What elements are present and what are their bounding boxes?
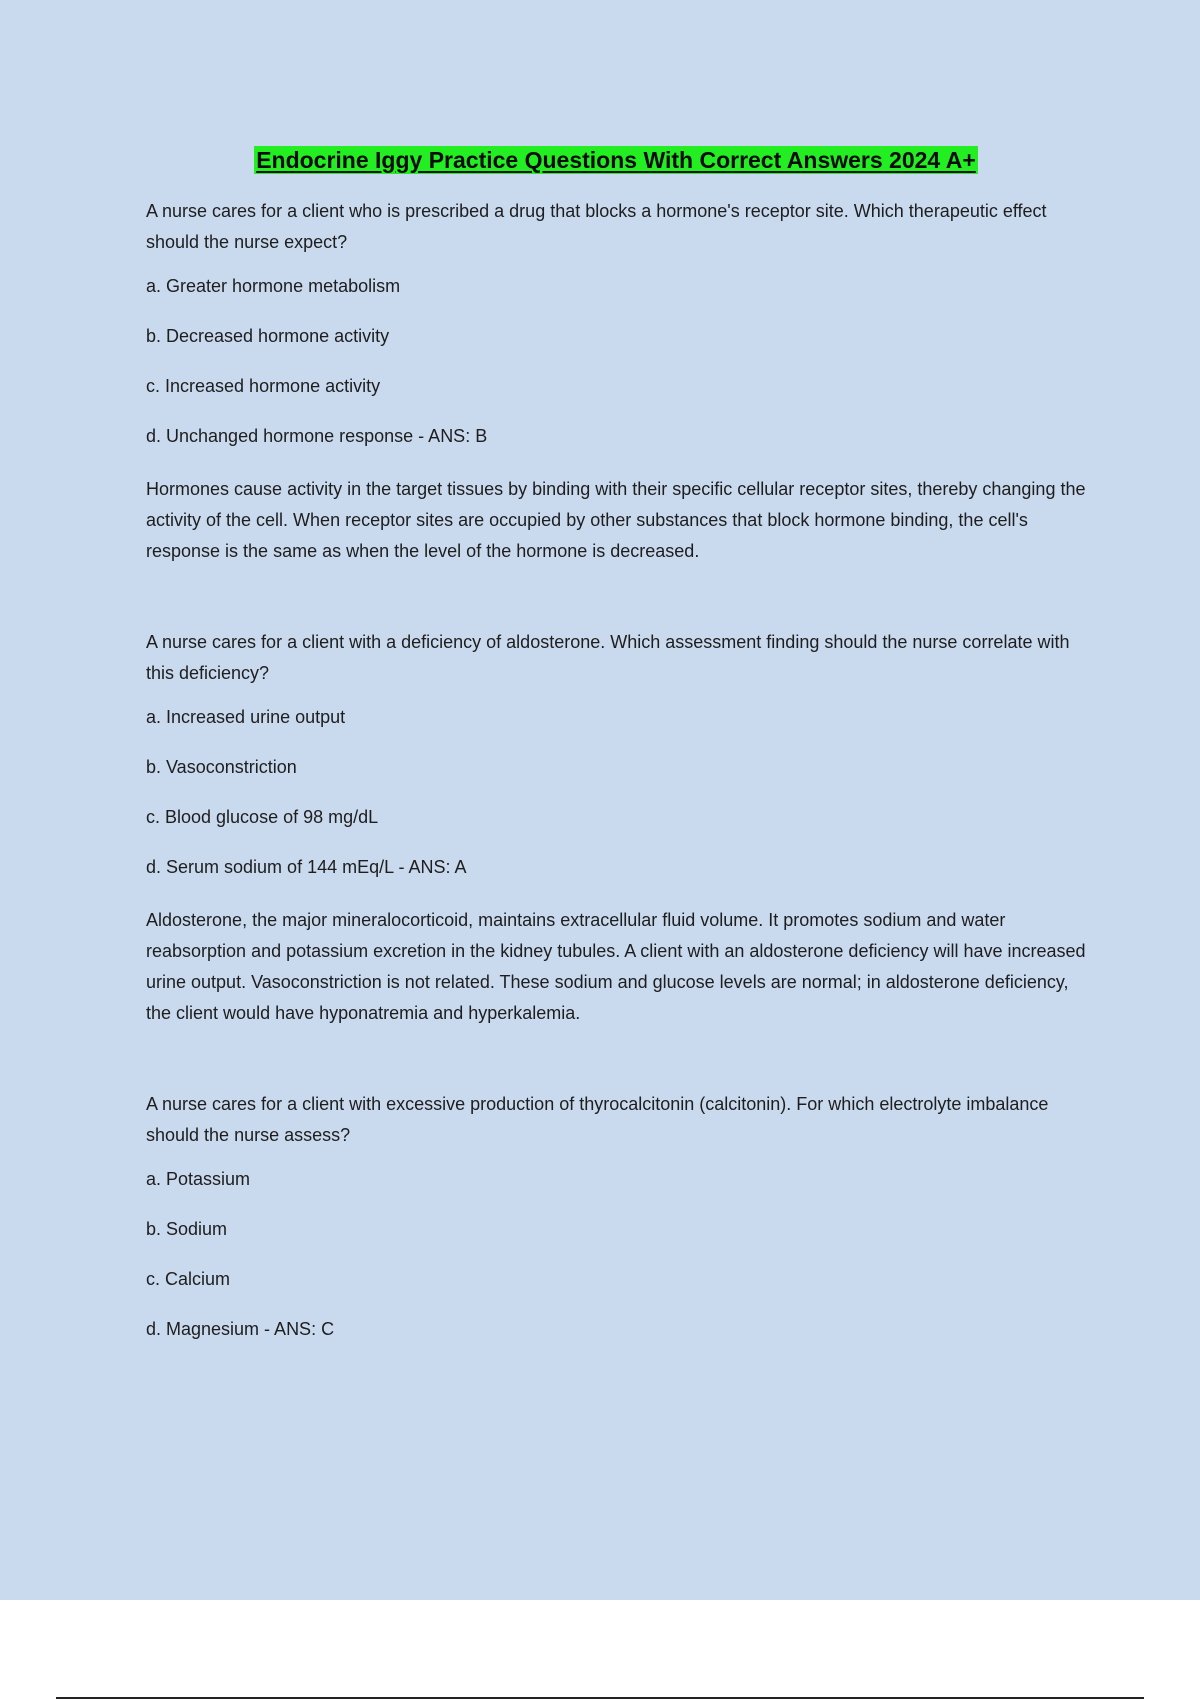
answer-option-b: b. Decreased hormone activity [146,326,390,346]
answer-option-a: a. Increased urine output [146,707,346,727]
answer-option-d: d. Unchanged hormone response - ANS: B [146,426,488,446]
answer-option-b: b. Sodium [146,1219,228,1239]
footer-divider [56,1697,1144,1699]
answer-option-a: a. Greater hormone metabolism [146,276,401,296]
question-2 [146,627,1086,1029]
document-content [146,146,1086,1401]
document-title: Endocrine Iggy Practice Questions With Correct Answers 2024 A+ [256,147,976,173]
answer-option-b: b. Vasoconstriction [146,757,297,777]
answer-option-a: a. Potassium [146,1169,251,1189]
answer-option-d: d. Magnesium - ANS: C [146,1319,335,1339]
answer-option-c: c. Calcium [146,1269,231,1289]
question-stem: A nurse cares for a client with excessive production of thyrocalcitonin (calcitonin). For which electrolyte imbalance should the nurse assess? [146,1094,1049,1145]
question-stem: A nurse cares for a client with a deficiency of aldosterone. Which assessment finding should the nurse correlate with this deficiency? [146,632,1070,683]
title-wrapper [146,146,1086,174]
question-stem: A nurse cares for a client who is prescribed a drug that blocks a hormone's receptor site. Which therapeutic effect should the nurse expect? [146,201,1047,252]
answer-option-d: d. Serum sodium of 144 mEq/L - ANS: A [146,857,467,877]
question-1 [146,196,1086,567]
answer-option-c: c. Increased hormone activity [146,376,381,396]
answer-rationale: Aldosterone, the major mineralocorticoid, maintains extracellular fluid volume. It promotes sodium and water reabsorption and potassium excretion in the kidney tubules. A client with an aldosterone deficiency will have increased urine output. Vasoconstriction is not related. These sodium and glucose levels are normal; in aldosterone deficiency, the client would have hyponatremia and hyperkalemia. [146,910,1086,1023]
answer-option-c: c. Blood glucose of 98 mg/dL [146,807,379,827]
question-3 [146,1089,1086,1341]
answer-rationale: Hormones cause activity in the target tissues by binding with their specific cellular receptor sites, thereby changing the activity of the cell. When receptor sites are occupied by other substances that block hormone binding, the cell's response is the same as when the level of the hormone is decreased. [146,479,1086,561]
